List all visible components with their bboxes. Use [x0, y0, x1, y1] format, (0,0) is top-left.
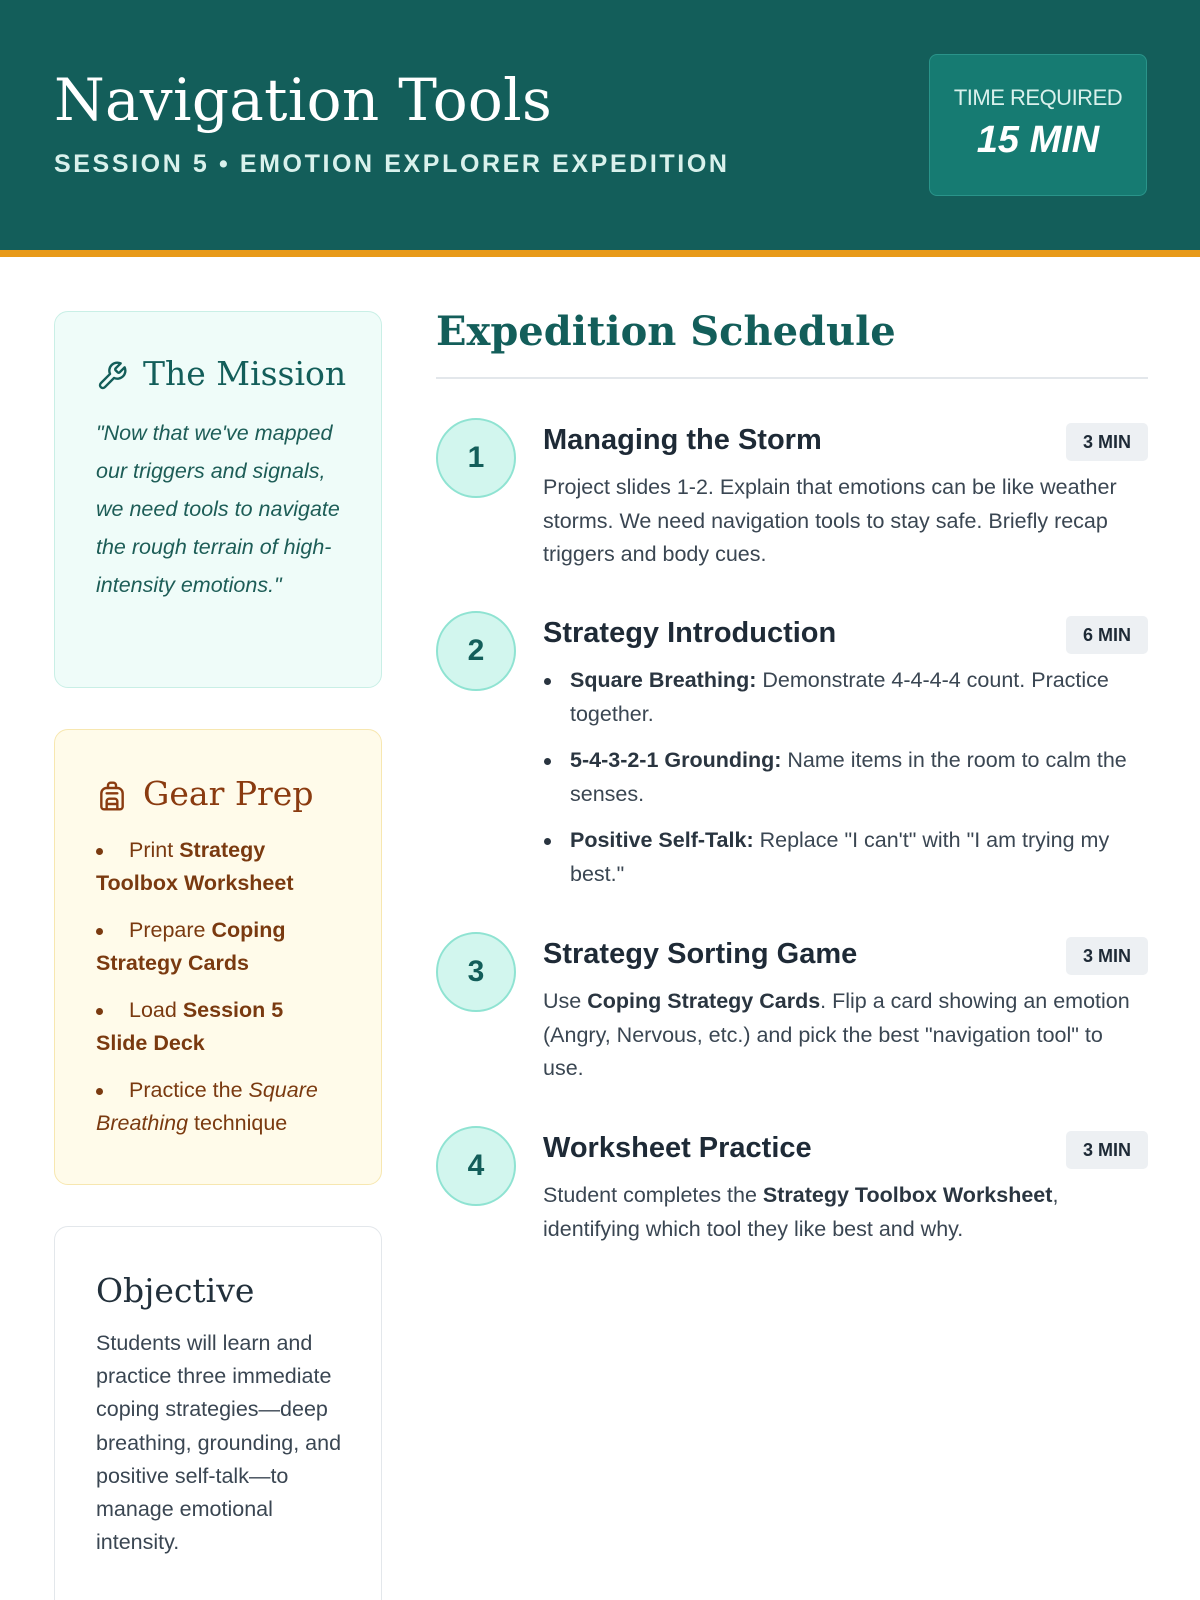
- step-desc-text: . Flip a card showing an emotion (Angry, Nervous, etc.) and pick the best "navigation tool" to use.: [543, 989, 1130, 1080]
- step-number-badge: 1: [436, 418, 516, 498]
- step-desc-text: Use: [543, 989, 588, 1013]
- step-title: Managing the Storm: [543, 424, 822, 456]
- objective-card: [54, 1226, 382, 1600]
- gear-item-italic: Breathing: [96, 1111, 189, 1135]
- header-accent-stripe: [0, 250, 1200, 257]
- step-description: Project slides 1-2. Explain that emotions can be like weather storms. We need navigation tools to stay safe. Briefly recap triggers and body cues.: [543, 475, 1117, 566]
- step-bullet-term: Square Breathing:: [570, 668, 757, 692]
- gear-item-text: Load: [129, 998, 183, 1022]
- gear-item-bold: Strategy Cards: [96, 951, 249, 975]
- gear-item-text: technique: [188, 1111, 288, 1135]
- step-bullet-list: [543, 664, 1148, 904]
- gear-item-bold: Toolbox Worksheet: [96, 871, 294, 895]
- wrench-icon: [96, 360, 128, 392]
- objective-title: Objective: [96, 1271, 255, 1310]
- gear-prep-item: [96, 994, 366, 1060]
- step-duration-badge: 6 MIN: [1066, 616, 1148, 654]
- page-subtitle: SESSION 5 • EMOTION EXPLORER EXPEDITION: [54, 150, 730, 178]
- step-desc-text: , identifying which tool they like best and why.: [543, 1183, 1059, 1241]
- gear-prep-card: [54, 729, 382, 1185]
- page-header: [0, 0, 1200, 250]
- step-bullet-term: Positive Self-Talk:: [570, 828, 754, 852]
- step-title: Strategy Sorting Game: [543, 938, 858, 970]
- step-title: Worksheet Practice: [543, 1132, 812, 1164]
- step-bullet: [543, 824, 1148, 891]
- step-number-badge: 3: [436, 932, 516, 1012]
- page-title: Navigation Tools: [54, 66, 553, 134]
- step-duration-badge: 3 MIN: [1066, 937, 1148, 975]
- gear-item-bold: Coping: [211, 918, 286, 942]
- gear-item-text: Print: [129, 838, 180, 862]
- schedule-title: Expedition Schedule: [436, 308, 896, 355]
- backpack-icon: [96, 780, 128, 812]
- step-bullet: [543, 664, 1148, 731]
- step-number-badge: 2: [436, 611, 516, 691]
- step-description: [543, 985, 1143, 1086]
- gear-item-bold: Slide Deck: [96, 1031, 205, 1055]
- gear-prep-item: [96, 834, 366, 900]
- step-bullet-text: Replace "I can't" with "I am trying my best.": [570, 828, 1110, 886]
- time-required-value: 15 MIN: [976, 119, 1100, 161]
- step-title: Strategy Introduction: [543, 617, 837, 649]
- mission-quote: "Now that we've mapped our triggers and signals, we need tools to navigate the rough terrain of high-intensity emotions.": [96, 421, 340, 597]
- objective-text: Students will learn and practice three immediate coping strategies—deep breathing, grounding, and positive self-talk—to manage emotional intensity.: [96, 1331, 342, 1555]
- gear-prep-list: [96, 834, 366, 1154]
- schedule-divider: [436, 377, 1148, 379]
- mission-card: [54, 311, 382, 688]
- gear-item-bold: Session 5: [182, 998, 284, 1022]
- step-bullet-text: Name items in the room to calm the senses.: [570, 748, 1127, 806]
- gear-prep-title: Gear Prep: [143, 774, 314, 813]
- step-bullet-text: Demonstrate 4-4-4-4 count. Practice together.: [570, 668, 1109, 726]
- time-required-label: TIME REQUIRED: [953, 85, 1123, 110]
- gear-item-italic: Square: [248, 1078, 318, 1102]
- time-required-box: [929, 54, 1147, 196]
- step-number-badge: 4: [436, 1126, 516, 1206]
- mission-title: The Mission: [143, 354, 347, 393]
- step-duration-badge: 3 MIN: [1066, 423, 1148, 461]
- step-duration-badge: 3 MIN: [1066, 1131, 1148, 1169]
- step-bullet: [543, 744, 1148, 811]
- gear-prep-item: [96, 914, 366, 980]
- gear-item-bold: Strategy: [179, 838, 266, 862]
- gear-prep-item: [96, 1074, 366, 1140]
- step-desc-text: Student completes the: [543, 1183, 763, 1207]
- step-description: [543, 1179, 1143, 1246]
- step-bullet-term: 5-4-3-2-1 Grounding:: [570, 748, 782, 772]
- step-desc-bold: Strategy Toolbox Worksheet: [762, 1183, 1053, 1207]
- step-desc-bold: Coping Strategy Cards: [587, 989, 821, 1013]
- gear-item-text: Prepare: [129, 918, 212, 942]
- gear-item-text: Practice the: [129, 1078, 249, 1102]
